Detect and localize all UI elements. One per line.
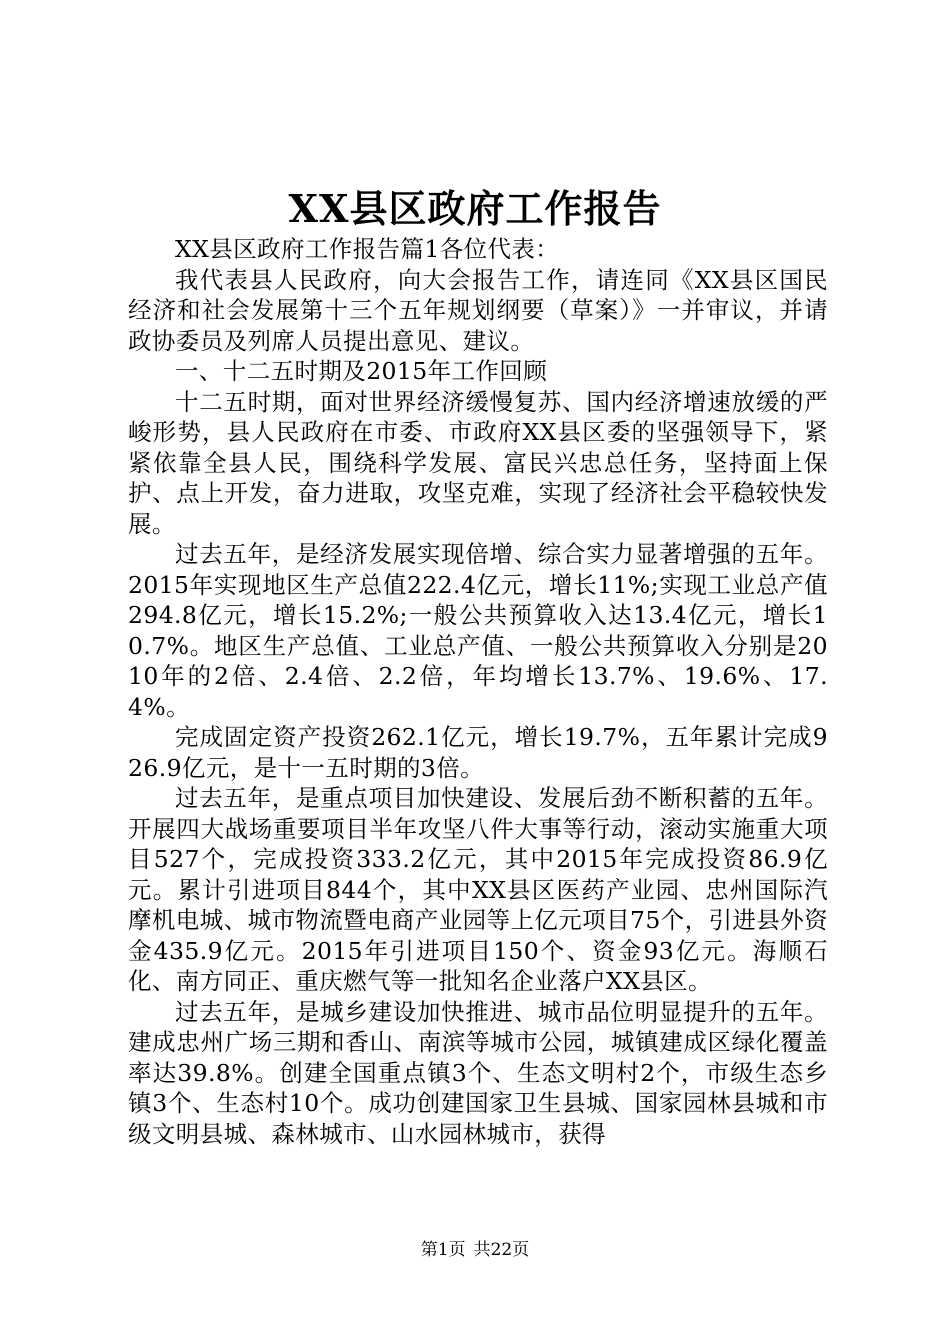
paragraph: 过去五年，是重点项目加快建设、发展后劲不断积蓄的五年。开展四大战场重要项目半年攻坚八件大事等行动，滚动实施重大项目527个，完成投资333.2亿元，其中2015年完成投资86.9亿元。累计引进项目844个，其中XX县区医药产业园、忠州国际汽摩机电城、城市物流暨电商产业园等上亿元项目75个，引进县外资金435.9亿元。2015年引进项目150个、资金93亿元。海顺石化、南方同正、重庆燃气等一批知名企业落户XX县区。 [128, 784, 828, 995]
page-footer [0, 1238, 950, 1262]
page-number: 第1页 [420, 1240, 466, 1260]
paragraph: 完成固定资产投资262.1亿元，增长19.7%，五年累计完成926.9亿元，是十一五时期的3倍。 [128, 723, 828, 782]
paragraph: 十二五时期，面对世界经济缓慢复苏、国内经济增速放缓的严峻形势，县人民政府在市委、市政府XX县区委的坚强领导下，紧紧依靠全县人民，围绕科学发展、富民兴忠总任务，坚持面上保护、点上开发，奋力进取，攻坚克难，实现了经济社会平稳较快发展。 [128, 387, 828, 538]
paragraph: 我代表县人民政府，向大会报告工作，请连同《XX县区国民经济和社会发展第十三个五年规划纲要（草案）》一并审议，并请政协委员及列席人员提出意见、建议。 [128, 265, 828, 355]
paragraph: 过去五年，是经济发展实现倍增、综合实力显著增强的五年。2015年实现地区生产总值222.4亿元，增长11%;实现工业总产值294.8亿元，增长15.2%;一般公共预算收入达13.4亿元，增长10.7%。地区生产总值、工业总产值、一般公共预算收入分别是2010年的2倍、2.4倍、2.2倍，年均增长13.7%、19.6%、17.4%。 [128, 540, 828, 721]
page-total: 共22页 [473, 1240, 530, 1260]
paragraph: 过去五年，是城乡建设加快推进、城市品位明显提升的五年。建成忠州广场三期和香山、南滨等城市公园，城镇建成区绿化覆盖率达39.8%。创建全国重点镇3个、生态文明村2个，市级生态乡镇3个、生态村10个。成功创建国家卫生县城、国家园林县城和市级文明县城、森林城市、山水园林城市，获得 [128, 997, 828, 1148]
paragraph-intro: XX县区政府工作报告篇1各位代表： [175, 235, 560, 263]
document-title: XX县区政府工作报告 [288, 186, 662, 231]
document-body [128, 234, 828, 1149]
section-heading: 一、十二五时期及2015年工作回顾 [175, 357, 548, 385]
